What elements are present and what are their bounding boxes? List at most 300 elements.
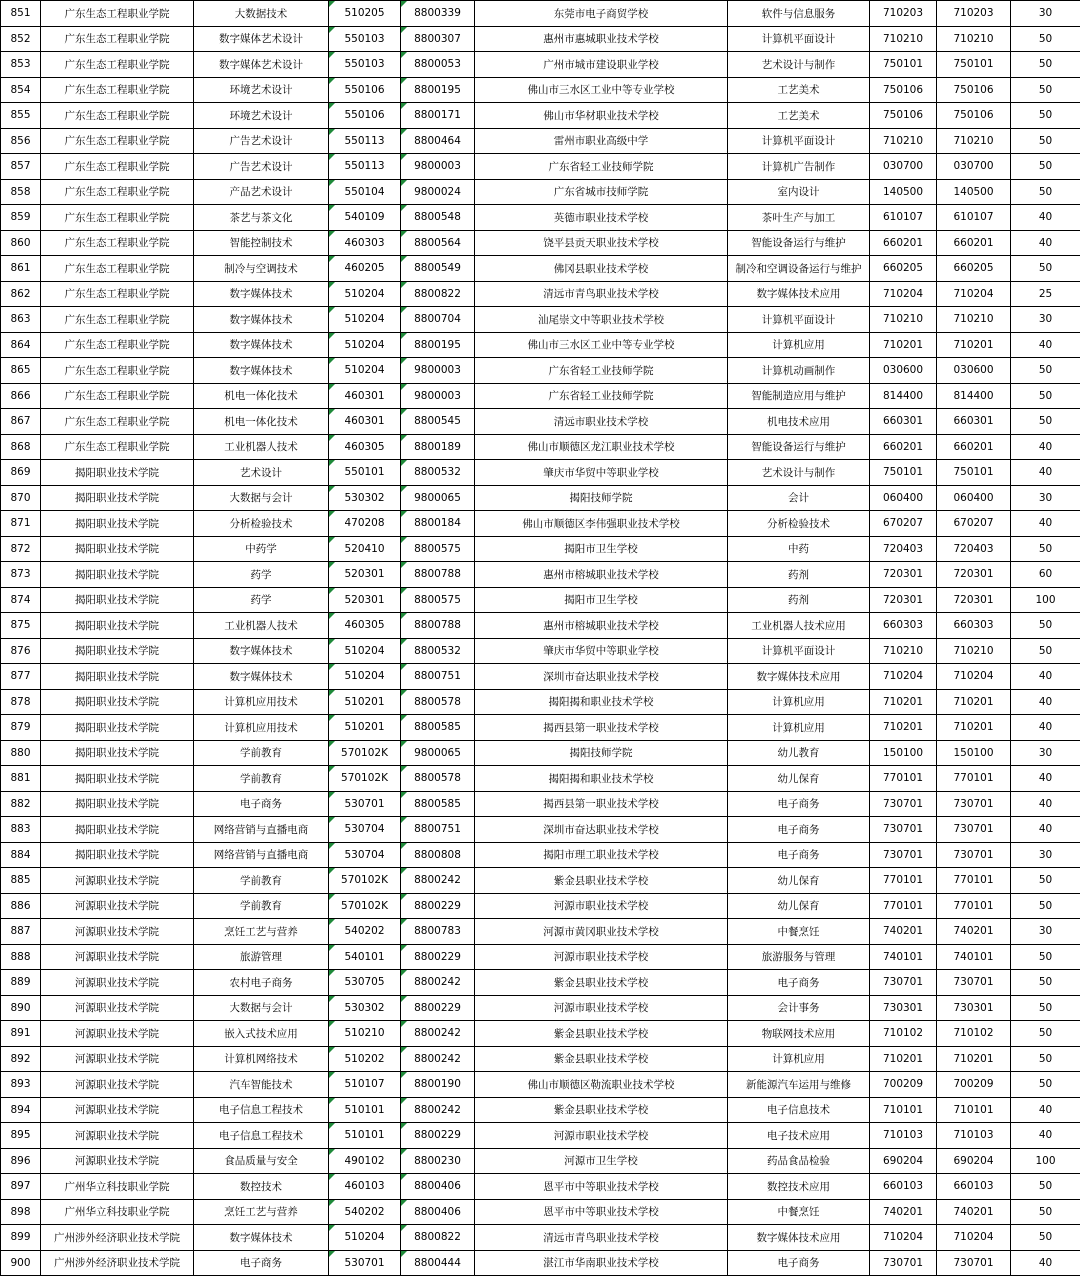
- row-number-cell: 861: [1, 256, 41, 282]
- higher-major-name-cell: 环境艺术设计: [194, 103, 329, 129]
- row-number-cell: 872: [1, 536, 41, 562]
- higher-vocational-college-cell: 河源职业技术学院: [41, 970, 194, 996]
- table-row: [1, 1072, 1080, 1098]
- secondary-major-code-alt-cell: 730701: [937, 842, 1011, 868]
- secondary-school-name-cell: 佛山市三水区工业中等专业学校: [475, 332, 728, 358]
- secondary-major-name-cell: 电子商务: [728, 970, 870, 996]
- higher-major-name-cell: 广告艺术设计: [194, 128, 329, 154]
- higher-major-code-cell: 460103: [329, 1174, 401, 1200]
- secondary-major-name-cell: 计算机广告制作: [728, 154, 870, 180]
- secondary-major-code-cell: 710102: [870, 1021, 937, 1047]
- table-row: [1, 766, 1080, 792]
- secondary-school-name-cell: 肇庆市华贸中等职业学校: [475, 460, 728, 486]
- row-number-cell: 859: [1, 205, 41, 231]
- secondary-major-code-alt-cell: 660205: [937, 256, 1011, 282]
- secondary-school-code-cell: 8800464: [401, 128, 475, 154]
- table-row: [1, 536, 1080, 562]
- secondary-major-name-cell: 数控技术应用: [728, 1174, 870, 1200]
- secondary-school-code-cell: 8800578: [401, 689, 475, 715]
- enrollment-quota-cell: 50: [1011, 536, 1080, 562]
- higher-vocational-college-cell: 河源职业技术学院: [41, 995, 194, 1021]
- secondary-major-code-alt-cell: 150100: [937, 740, 1011, 766]
- enrollment-quota-cell: 50: [1011, 1046, 1080, 1072]
- secondary-major-code-cell: 670207: [870, 511, 937, 537]
- secondary-major-code-alt-cell: 720403: [937, 536, 1011, 562]
- higher-major-code-cell: 550113: [329, 128, 401, 154]
- secondary-school-code-cell: 8800242: [401, 1046, 475, 1072]
- row-number-cell: 871: [1, 511, 41, 537]
- secondary-major-code-alt-cell: 770101: [937, 893, 1011, 919]
- enrollment-quota-cell: 50: [1011, 26, 1080, 52]
- secondary-major-name-cell: 计算机平面设计: [728, 638, 870, 664]
- secondary-school-name-cell: 河源市职业技术学校: [475, 995, 728, 1021]
- secondary-major-code-cell: 710201: [870, 1046, 937, 1072]
- secondary-major-code-cell: 660103: [870, 1174, 937, 1200]
- secondary-major-name-cell: 电子商务: [728, 817, 870, 843]
- enrollment-quota-cell: 100: [1011, 1148, 1080, 1174]
- higher-vocational-college-cell: 揭阳职业技术学院: [41, 485, 194, 511]
- secondary-school-code-cell: 9800003: [401, 154, 475, 180]
- higher-major-name-cell: 电子信息工程技术: [194, 1123, 329, 1149]
- enrollment-quota-cell: 30: [1011, 919, 1080, 945]
- secondary-major-code-alt-cell: 770101: [937, 766, 1011, 792]
- secondary-major-code-cell: 710201: [870, 715, 937, 741]
- table-row: [1, 128, 1080, 154]
- secondary-major-code-cell: 750101: [870, 52, 937, 78]
- secondary-major-code-alt-cell: 720301: [937, 587, 1011, 613]
- secondary-school-code-cell: 8800307: [401, 26, 475, 52]
- table-row: [1, 1250, 1080, 1276]
- row-number-cell: 873: [1, 562, 41, 588]
- secondary-major-code-cell: 710201: [870, 689, 937, 715]
- secondary-school-code-cell: 8800548: [401, 205, 475, 231]
- higher-major-name-cell: 学前教育: [194, 740, 329, 766]
- higher-major-name-cell: 药学: [194, 587, 329, 613]
- secondary-major-code-cell: 770101: [870, 766, 937, 792]
- row-number-cell: 887: [1, 919, 41, 945]
- secondary-major-name-cell: 旅游服务与管理: [728, 944, 870, 970]
- higher-major-code-cell: 570102K: [329, 766, 401, 792]
- secondary-major-name-cell: 中药: [728, 536, 870, 562]
- secondary-school-code-cell: 8800242: [401, 970, 475, 996]
- secondary-school-code-cell: 8800808: [401, 842, 475, 868]
- table-row: [1, 256, 1080, 282]
- row-number-cell: 881: [1, 766, 41, 792]
- higher-vocational-college-cell: 揭阳职业技术学院: [41, 689, 194, 715]
- enrollment-quota-cell: 40: [1011, 1097, 1080, 1123]
- higher-major-name-cell: 数字媒体艺术设计: [194, 26, 329, 52]
- secondary-major-code-cell: 710210: [870, 26, 937, 52]
- higher-major-name-cell: 艺术设计: [194, 460, 329, 486]
- secondary-school-name-cell: 揭阳市理工职业技术学校: [475, 842, 728, 868]
- secondary-major-code-alt-cell: 710210: [937, 128, 1011, 154]
- secondary-major-name-cell: 计算机应用: [728, 1046, 870, 1072]
- secondary-major-code-alt-cell: 750106: [937, 103, 1011, 129]
- higher-vocational-college-cell: 广州涉外经济职业技术学院: [41, 1225, 194, 1251]
- secondary-major-name-cell: 电子商务: [728, 1250, 870, 1276]
- secondary-major-code-alt-cell: 710101: [937, 1097, 1011, 1123]
- secondary-major-code-alt-cell: 710210: [937, 307, 1011, 333]
- higher-vocational-college-cell: 河源职业技术学院: [41, 944, 194, 970]
- higher-major-name-cell: 网络营销与直播电商: [194, 842, 329, 868]
- secondary-major-name-cell: 工业机器人技术应用: [728, 613, 870, 639]
- higher-vocational-college-cell: 河源职业技术学院: [41, 893, 194, 919]
- higher-vocational-college-cell: 广东生态工程职业学院: [41, 1, 194, 27]
- table-row: [1, 205, 1080, 231]
- secondary-school-code-cell: 8800788: [401, 562, 475, 588]
- secondary-school-name-cell: 揭阳揭和职业技术学校: [475, 689, 728, 715]
- secondary-major-code-alt-cell: 740201: [937, 1199, 1011, 1225]
- row-number-cell: 853: [1, 52, 41, 78]
- table-row: [1, 434, 1080, 460]
- secondary-school-code-cell: 8800575: [401, 587, 475, 613]
- higher-major-code-cell: 460205: [329, 256, 401, 282]
- higher-vocational-college-cell: 广东生态工程职业学院: [41, 434, 194, 460]
- higher-vocational-college-cell: 揭阳职业技术学院: [41, 562, 194, 588]
- enrollment-quota-cell: 40: [1011, 1250, 1080, 1276]
- higher-major-code-cell: 510101: [329, 1097, 401, 1123]
- higher-vocational-college-cell: 揭阳职业技术学院: [41, 613, 194, 639]
- secondary-school-name-cell: 广东省轻工业技师学院: [475, 383, 728, 409]
- table-row: [1, 587, 1080, 613]
- table-row: [1, 970, 1080, 996]
- enrollment-quota-cell: 50: [1011, 179, 1080, 205]
- secondary-major-name-cell: 幼儿保育: [728, 893, 870, 919]
- secondary-school-name-cell: 英德市职业技术学校: [475, 205, 728, 231]
- row-number-cell: 882: [1, 791, 41, 817]
- higher-vocational-college-cell: 揭阳职业技术学院: [41, 664, 194, 690]
- secondary-major-name-cell: 软件与信息服务: [728, 1, 870, 27]
- secondary-school-code-cell: 8800229: [401, 1123, 475, 1149]
- secondary-major-code-cell: 740201: [870, 919, 937, 945]
- secondary-school-code-cell: 8800195: [401, 332, 475, 358]
- table-row: [1, 791, 1080, 817]
- secondary-school-code-cell: 8800406: [401, 1174, 475, 1200]
- higher-vocational-college-cell: 河源职业技术学院: [41, 1046, 194, 1072]
- higher-vocational-college-cell: 广东生态工程职业学院: [41, 26, 194, 52]
- higher-major-code-cell: 530302: [329, 995, 401, 1021]
- secondary-school-name-cell: 惠州市榕城职业技术学校: [475, 562, 728, 588]
- higher-major-code-cell: 510210: [329, 1021, 401, 1047]
- secondary-major-code-alt-cell: 740101: [937, 944, 1011, 970]
- row-number-cell: 864: [1, 332, 41, 358]
- secondary-major-code-alt-cell: 814400: [937, 383, 1011, 409]
- higher-major-name-cell: 电子信息工程技术: [194, 1097, 329, 1123]
- higher-vocational-college-cell: 河源职业技术学院: [41, 1148, 194, 1174]
- table-row: [1, 664, 1080, 690]
- secondary-major-code-alt-cell: 730701: [937, 817, 1011, 843]
- secondary-school-name-cell: 佛山市华材职业技术学校: [475, 103, 728, 129]
- secondary-school-name-cell: 河源市卫生学校: [475, 1148, 728, 1174]
- secondary-major-code-cell: 750106: [870, 77, 937, 103]
- secondary-major-code-alt-cell: 750101: [937, 52, 1011, 78]
- higher-vocational-college-cell: 广州涉外经济职业技术学院: [41, 1250, 194, 1276]
- table-row: [1, 817, 1080, 843]
- enrollment-quota-cell: 40: [1011, 791, 1080, 817]
- secondary-major-name-cell: 药剂: [728, 587, 870, 613]
- secondary-major-name-cell: 分析检验技术: [728, 511, 870, 537]
- secondary-major-code-alt-cell: 720301: [937, 562, 1011, 588]
- table-row: [1, 1123, 1080, 1149]
- secondary-school-code-cell: 9800003: [401, 358, 475, 384]
- secondary-school-name-cell: 广东省轻工业技师学院: [475, 358, 728, 384]
- enrollment-quota-cell: 100: [1011, 587, 1080, 613]
- higher-major-name-cell: 机电一体化技术: [194, 383, 329, 409]
- secondary-major-code-alt-cell: 730301: [937, 995, 1011, 1021]
- enrollment-quota-cell: 50: [1011, 1225, 1080, 1251]
- row-number-cell: 877: [1, 664, 41, 690]
- secondary-school-code-cell: 9800024: [401, 179, 475, 205]
- higher-major-code-cell: 530302: [329, 485, 401, 511]
- higher-major-name-cell: 电子商务: [194, 791, 329, 817]
- table-row: [1, 1199, 1080, 1225]
- secondary-school-name-cell: 河源市职业技术学校: [475, 944, 728, 970]
- secondary-school-name-cell: 河源市职业技术学校: [475, 893, 728, 919]
- higher-major-code-cell: 530704: [329, 817, 401, 843]
- secondary-school-name-cell: 广东省轻工业技师学院: [475, 154, 728, 180]
- row-number-cell: 894: [1, 1097, 41, 1123]
- secondary-major-code-cell: 660205: [870, 256, 937, 282]
- higher-major-code-cell: 520301: [329, 587, 401, 613]
- higher-vocational-college-cell: 广东生态工程职业学院: [41, 383, 194, 409]
- higher-major-name-cell: 旅游管理: [194, 944, 329, 970]
- higher-major-name-cell: 数字媒体技术: [194, 664, 329, 690]
- enrollment-quota-cell: 50: [1011, 1174, 1080, 1200]
- secondary-major-code-alt-cell: 710204: [937, 281, 1011, 307]
- row-number-cell: 867: [1, 409, 41, 435]
- higher-major-code-cell: 460301: [329, 383, 401, 409]
- higher-major-code-cell: 520301: [329, 562, 401, 588]
- secondary-major-code-cell: 730701: [870, 817, 937, 843]
- row-number-cell: 886: [1, 893, 41, 919]
- enrollment-quota-cell: 40: [1011, 766, 1080, 792]
- higher-major-code-cell: 510205: [329, 1, 401, 27]
- enrollment-quota-cell: 50: [1011, 154, 1080, 180]
- secondary-major-code-alt-cell: 660301: [937, 409, 1011, 435]
- secondary-school-code-cell: 8800242: [401, 868, 475, 894]
- enrollment-quota-cell: 60: [1011, 562, 1080, 588]
- row-number-cell: 883: [1, 817, 41, 843]
- enrollment-quota-cell: 50: [1011, 1072, 1080, 1098]
- secondary-major-code-alt-cell: 060400: [937, 485, 1011, 511]
- row-number-cell: 866: [1, 383, 41, 409]
- secondary-major-name-cell: 电子信息技术: [728, 1097, 870, 1123]
- enrollment-quota-cell: 50: [1011, 868, 1080, 894]
- secondary-major-code-cell: 710204: [870, 664, 937, 690]
- secondary-major-code-cell: 710201: [870, 332, 937, 358]
- table-row: [1, 103, 1080, 129]
- secondary-major-name-cell: 室内设计: [728, 179, 870, 205]
- row-number-cell: 868: [1, 434, 41, 460]
- secondary-major-code-cell: 750101: [870, 460, 937, 486]
- enrollment-quota-cell: 50: [1011, 256, 1080, 282]
- enrollment-quota-cell: 50: [1011, 128, 1080, 154]
- higher-major-name-cell: 数字媒体技术: [194, 332, 329, 358]
- secondary-school-code-cell: 8800230: [401, 1148, 475, 1174]
- secondary-major-code-cell: 770101: [870, 868, 937, 894]
- higher-vocational-college-cell: 广东生态工程职业学院: [41, 409, 194, 435]
- higher-major-code-cell: 510204: [329, 664, 401, 690]
- higher-major-code-cell: 510204: [329, 332, 401, 358]
- table-row: [1, 1225, 1080, 1251]
- row-number-cell: 878: [1, 689, 41, 715]
- higher-major-code-cell: 540101: [329, 944, 401, 970]
- row-number-cell: 892: [1, 1046, 41, 1072]
- table-row: [1, 358, 1080, 384]
- secondary-major-name-cell: 物联网技术应用: [728, 1021, 870, 1047]
- higher-major-name-cell: 环境艺术设计: [194, 77, 329, 103]
- secondary-school-code-cell: 8800229: [401, 893, 475, 919]
- higher-major-name-cell: 数控技术: [194, 1174, 329, 1200]
- higher-vocational-college-cell: 广东生态工程职业学院: [41, 281, 194, 307]
- secondary-school-code-cell: 8800751: [401, 664, 475, 690]
- higher-major-code-cell: 550113: [329, 154, 401, 180]
- row-number-cell: 880: [1, 740, 41, 766]
- enrollment-quota-cell: 40: [1011, 205, 1080, 231]
- secondary-major-code-alt-cell: 660201: [937, 434, 1011, 460]
- higher-major-name-cell: 数字媒体技术: [194, 358, 329, 384]
- higher-major-name-cell: 电子商务: [194, 1250, 329, 1276]
- secondary-school-name-cell: 清远市青鸟职业技术学校: [475, 281, 728, 307]
- higher-major-code-cell: 510204: [329, 358, 401, 384]
- enrollment-quota-cell: 30: [1011, 485, 1080, 511]
- enrollment-quota-cell: 50: [1011, 638, 1080, 664]
- row-number-cell: 885: [1, 868, 41, 894]
- row-number-cell: 860: [1, 230, 41, 256]
- higher-major-name-cell: 计算机应用技术: [194, 715, 329, 741]
- higher-major-name-cell: 机电一体化技术: [194, 409, 329, 435]
- table-row: [1, 485, 1080, 511]
- higher-vocational-college-cell: 河源职业技术学院: [41, 1097, 194, 1123]
- higher-vocational-college-cell: 河源职业技术学院: [41, 1123, 194, 1149]
- secondary-major-name-cell: 数字媒体技术应用: [728, 281, 870, 307]
- higher-major-code-cell: 570102K: [329, 740, 401, 766]
- secondary-major-code-cell: 710103: [870, 1123, 937, 1149]
- higher-major-name-cell: 数字媒体艺术设计: [194, 52, 329, 78]
- higher-major-name-cell: 烹饪工艺与营养: [194, 919, 329, 945]
- secondary-major-name-cell: 茶叶生产与加工: [728, 205, 870, 231]
- row-number-cell: 890: [1, 995, 41, 1021]
- secondary-school-code-cell: 8800788: [401, 613, 475, 639]
- table-row: [1, 26, 1080, 52]
- secondary-major-code-alt-cell: 030600: [937, 358, 1011, 384]
- secondary-major-name-cell: 智能制造应用与维护: [728, 383, 870, 409]
- secondary-major-name-cell: 艺术设计与制作: [728, 460, 870, 486]
- secondary-school-code-cell: 8800444: [401, 1250, 475, 1276]
- higher-vocational-college-cell: 广东生态工程职业学院: [41, 358, 194, 384]
- secondary-major-code-cell: 660201: [870, 230, 937, 256]
- enrollment-quota-cell: 50: [1011, 1199, 1080, 1225]
- higher-vocational-college-cell: 广东生态工程职业学院: [41, 179, 194, 205]
- secondary-school-code-cell: 8800339: [401, 1, 475, 27]
- secondary-major-code-cell: 030600: [870, 358, 937, 384]
- enrollment-quota-cell: 40: [1011, 230, 1080, 256]
- enrollment-quota-cell: 50: [1011, 970, 1080, 996]
- higher-vocational-college-cell: 河源职业技术学院: [41, 1072, 194, 1098]
- table-row: [1, 562, 1080, 588]
- row-number-cell: 858: [1, 179, 41, 205]
- higher-major-name-cell: 食品质量与安全: [194, 1148, 329, 1174]
- secondary-school-code-cell: 8800578: [401, 766, 475, 792]
- secondary-major-name-cell: 电子技术应用: [728, 1123, 870, 1149]
- secondary-school-name-cell: 深圳市奋达职业技术学校: [475, 817, 728, 843]
- secondary-major-code-cell: 140500: [870, 179, 937, 205]
- table-row: [1, 944, 1080, 970]
- higher-vocational-college-cell: 揭阳职业技术学院: [41, 460, 194, 486]
- higher-major-name-cell: 计算机应用技术: [194, 689, 329, 715]
- enrollment-quota-cell: 30: [1011, 307, 1080, 333]
- higher-major-code-cell: 550106: [329, 103, 401, 129]
- higher-major-name-cell: 分析检验技术: [194, 511, 329, 537]
- secondary-major-code-cell: 710204: [870, 1225, 937, 1251]
- secondary-school-name-cell: 清远市职业技术学校: [475, 409, 728, 435]
- secondary-major-code-alt-cell: 750101: [937, 460, 1011, 486]
- higher-major-code-cell: 510204: [329, 307, 401, 333]
- row-number-cell: 879: [1, 715, 41, 741]
- table-row: [1, 1174, 1080, 1200]
- higher-vocational-college-cell: 广州华立科技职业学院: [41, 1174, 194, 1200]
- enrollment-quota-cell: 50: [1011, 893, 1080, 919]
- row-number-cell: 893: [1, 1072, 41, 1098]
- secondary-school-name-cell: 揭西县第一职业技术学校: [475, 791, 728, 817]
- secondary-school-name-cell: 紫金县职业技术学校: [475, 868, 728, 894]
- secondary-major-code-cell: 710210: [870, 307, 937, 333]
- higher-major-name-cell: 网络营销与直播电商: [194, 817, 329, 843]
- higher-vocational-college-cell: 揭阳职业技术学院: [41, 587, 194, 613]
- secondary-major-name-cell: 药剂: [728, 562, 870, 588]
- table-row: [1, 1097, 1080, 1123]
- higher-vocational-college-cell: 揭阳职业技术学院: [41, 817, 194, 843]
- row-number-cell: 884: [1, 842, 41, 868]
- table-row: [1, 409, 1080, 435]
- enrollment-quota-cell: 40: [1011, 817, 1080, 843]
- higher-vocational-college-cell: 河源职业技术学院: [41, 868, 194, 894]
- secondary-major-code-alt-cell: 700209: [937, 1072, 1011, 1098]
- secondary-major-name-cell: 计算机动画制作: [728, 358, 870, 384]
- secondary-school-name-cell: 揭阳揭和职业技术学校: [475, 766, 728, 792]
- enrollment-quota-cell: 50: [1011, 613, 1080, 639]
- table-row: [1, 154, 1080, 180]
- secondary-school-name-cell: 紫金县职业技术学校: [475, 1046, 728, 1072]
- enrollment-quota-cell: 50: [1011, 1021, 1080, 1047]
- secondary-major-code-alt-cell: 610107: [937, 205, 1011, 231]
- higher-major-code-cell: 510202: [329, 1046, 401, 1072]
- secondary-school-code-cell: 8800053: [401, 52, 475, 78]
- higher-major-code-cell: 460303: [329, 230, 401, 256]
- secondary-major-code-cell: 710210: [870, 638, 937, 664]
- secondary-major-code-alt-cell: 140500: [937, 179, 1011, 205]
- enrollment-quota-cell: 50: [1011, 77, 1080, 103]
- row-number-cell: 869: [1, 460, 41, 486]
- secondary-school-name-cell: 恩平市中等职业技术学校: [475, 1174, 728, 1200]
- higher-major-code-cell: 470208: [329, 511, 401, 537]
- secondary-major-code-alt-cell: 670207: [937, 511, 1011, 537]
- higher-vocational-college-cell: 广东生态工程职业学院: [41, 230, 194, 256]
- secondary-major-code-cell: 610107: [870, 205, 937, 231]
- row-number-cell: 874: [1, 587, 41, 613]
- secondary-school-name-cell: 揭西县第一职业技术学校: [475, 715, 728, 741]
- higher-major-code-cell: 540109: [329, 205, 401, 231]
- higher-major-code-cell: 540202: [329, 919, 401, 945]
- row-number-cell: 888: [1, 944, 41, 970]
- higher-major-name-cell: 嵌入式技术应用: [194, 1021, 329, 1047]
- higher-vocational-college-cell: 揭阳职业技术学院: [41, 536, 194, 562]
- enrollment-quota-cell: 30: [1011, 1, 1080, 27]
- secondary-school-name-cell: 东莞市电子商贸学校: [475, 1, 728, 27]
- secondary-school-code-cell: 8800585: [401, 791, 475, 817]
- secondary-major-code-cell: 690204: [870, 1148, 937, 1174]
- table-row: [1, 1046, 1080, 1072]
